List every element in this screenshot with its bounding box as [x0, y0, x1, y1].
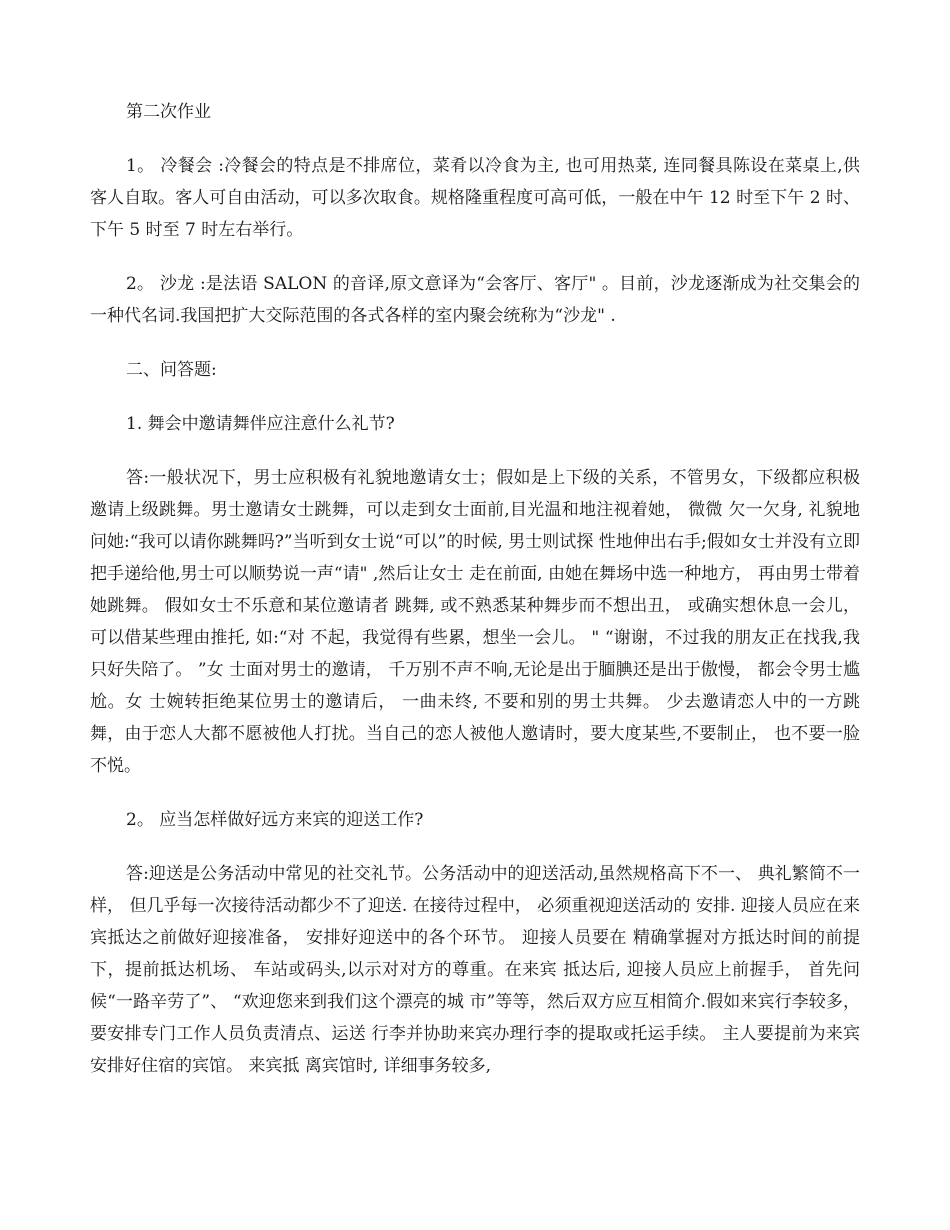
document-body — [90, 96, 860, 1082]
answer-1: 答:一般状况下，男士应积极有礼貌地邀请女士；假如是上下级的关系，不管男女，下级都应积极邀请上级跳舞。男士邀请女士跳舞，可以走到女士面前,目光温和地注视着她， 微微 欠一欠身, 礼貌地问她:“我可以请你跳舞吗?”当听到女士说“可以”的时候, 男士则试探 性地伸出右手;假如女士并没有立即把手递给他,男士可以顺势说一声“请" ,然后让女士 走在前面, 由她在舞场中选一种地方， 再由男士带着她跳舞。 假如女士不乐意和某位邀请者 跳舞, 或不熟悉某种舞步而不想出丑， 或确实想休息一会儿， 可以借某些理由推托, 如:“对 不起，我觉得有些累，想坐一会儿。 " “谢谢，不过我的朋友正在找我,我只好失陪了。 ”女 士面对男士的邀请， 千万别不声不响,无论是出于腼腆还是出于傲慢， 都会令男士尴尬。女 士婉转拒绝某位男士的邀请后， 一曲未终, 不要和别的男士共舞。 少去邀请恋人中的一方跳 舞，由于恋人大都不愿被他人打扰。当自己的恋人被他人邀请时，要大度某些,不要制止， 也不要一脸不悦。 — [90, 468, 860, 776]
question-2: 2。 应当怎样做好远方来宾的迎送工作? — [126, 810, 424, 830]
document-title: 第二次作业 — [126, 102, 211, 122]
answer-2: 答:迎送是公务活动中常见的社交礼节。公务活动中的迎送活动,虽然规格高下不一、 典礼繁简不一样， 但几乎每一次接待活动都少不了迎送. 在接待过程中， 必须重视迎送活动的 安排. 迎接人员应在来宾抵达之前做好迎接准备， 安排好迎送中的各个环节。 迎接人员要在 精确掌握对方抵达时间的前提下，提前抵达机场、 车站或码头,以示对对方的尊重。在来宾 抵达后, 迎接人员应上前握手， 首先问候“一路辛劳了”、 “欢迎您来到我们这个漂亮的城 市”等等，然后双方应互相简介.假如来宾行李较多，要安排专门工作人员负责清点、运送 行李并协助来宾办理行李的提取或托运手续。 主人要提前为来宾安排好住宿的宾馆。 来宾抵 离宾馆时, 详细事务较多, — [90, 864, 860, 1076]
section-heading-questions: 二、问答题: — [126, 360, 217, 380]
definition-salon: 2。 沙龙 :是法语 SALON 的音译,原文意译为“会客厅、客厅" 。目前，沙龙逐渐成为社交集会的一种代名词.我国把扩大交际范围的各式各样的室内聚会统称为“沙龙" . — [90, 274, 860, 326]
question-1: 1. 舞会中邀请舞伴应注意什么礼节? — [126, 414, 395, 434]
definition-cold-buffet: 1。 冷餐会 :冷餐会的特点是不排席位，菜肴以冷食为主, 也可用热菜, 连同餐具陈设在菜桌上,供客人自取。客人可自由活动，可以多次取食。规格隆重程度可高可低，一般在中午 12 时至下午 2 时、下午 5 时至 7 时左右举行。 — [90, 156, 860, 240]
